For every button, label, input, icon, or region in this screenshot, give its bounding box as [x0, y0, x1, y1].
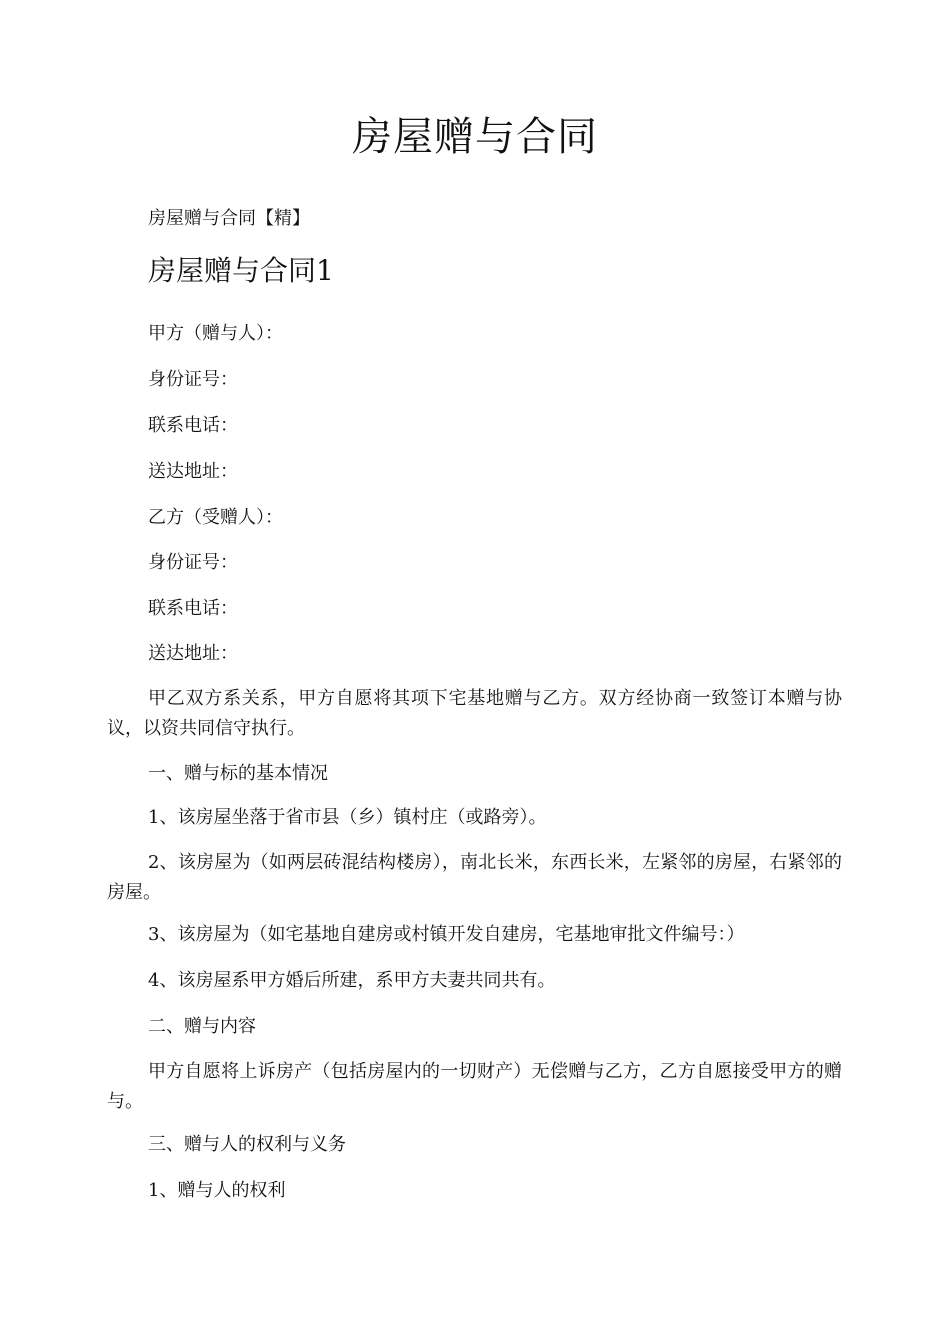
- paragraph-clause-2: 甲方自愿将上诉房产（包括房屋内的一切财产）无偿赠与乙方，乙方自愿接受甲方的赠与。: [107, 1061, 842, 1112]
- party-a-label: 甲方（赠与人）：: [148, 323, 283, 344]
- document-subtitle: 房屋赠与合同【精】: [148, 208, 310, 229]
- paragraph-clause-1-3: 3、该房屋为（如宅基地自建房或村镇开发自建房，宅基地审批文件编号：）: [148, 924, 745, 945]
- party-b-phone-label: 联系电话：: [148, 598, 238, 619]
- paragraph-heading-3: 三、赠与人的权利与义务: [148, 1134, 346, 1155]
- paragraph-clause-1-4: 4、该房屋系甲方婚后所建，系甲方夫妻共同共有。: [148, 970, 556, 991]
- party-a-phone-label: 联系电话：: [148, 415, 238, 436]
- paragraph-clause-3-1: 1、赠与人的权利: [148, 1180, 286, 1201]
- paragraph-clause-1-2: 2、该房屋为（如两层砖混结构楼房），南北长米，东西长米，左紧邻的房屋，右紧邻的房屋。: [107, 852, 842, 903]
- paragraph-heading-2: 二、赠与内容: [148, 1016, 256, 1037]
- section-heading: 房屋赠与合同1: [148, 254, 334, 287]
- party-a-id-label: 身份证号：: [148, 369, 238, 390]
- party-b-label: 乙方（受赠人）：: [148, 507, 283, 528]
- party-b-address-label: 送达地址：: [148, 643, 238, 664]
- document-title: 房屋赠与合同: [352, 114, 598, 160]
- paragraph-heading-1: 一、赠与标的基本情况: [148, 763, 328, 784]
- paragraph-clause-1-1: 1、该房屋坐落于省市县（乡）镇村庄（或路旁）。: [148, 807, 547, 828]
- party-a-address-label: 送达地址：: [148, 461, 238, 482]
- party-b-id-label: 身份证号：: [148, 552, 238, 573]
- paragraph-intro: 甲乙双方系关系，甲方自愿将其项下宅基地赠与乙方。双方经协商一致签订本赠与协议，以资共同信守执行。: [107, 688, 842, 739]
